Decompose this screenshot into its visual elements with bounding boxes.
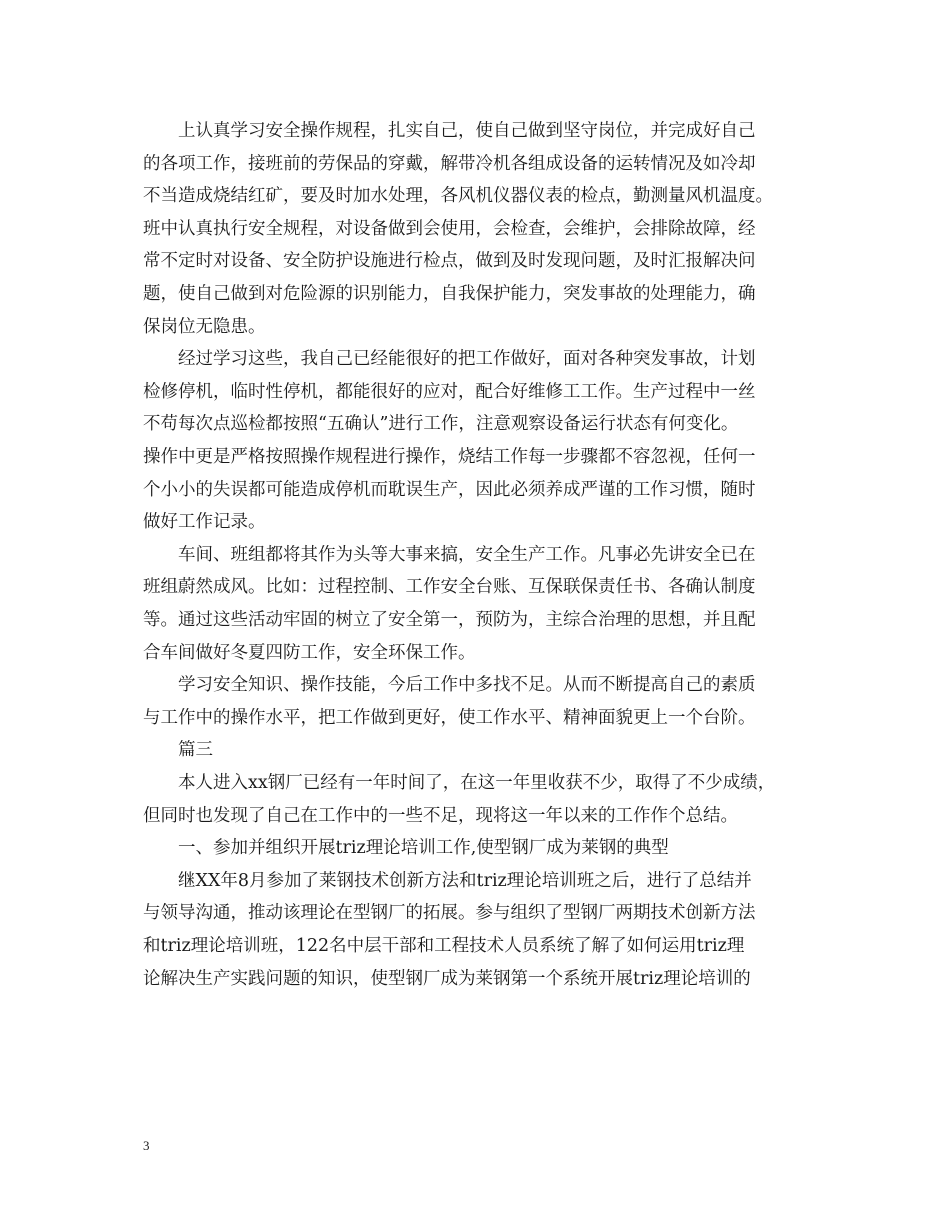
text-line: 与领导沟通，推动该理论在型钢厂的拓展。参与组织了型钢厂两期技术创新方法 bbox=[143, 903, 756, 924]
text-line: 与工作中的操作水平，把工作做到更好，使工作水平、精神面貌更上一个台阶。 bbox=[143, 707, 756, 728]
text-line: 不苟每次点巡检都按照“五确认”进行工作，注意观察设备运行状态有何变化。 bbox=[143, 414, 739, 435]
text-line: 不当造成烧结红矿，要及时加水处理，各风机仪器仪表的检点，勤测量风机温度。 bbox=[143, 186, 773, 207]
text-line: 题，使自己做到对危险源的识别能力，自我保护能力，突发事故的处理能力，确 bbox=[143, 284, 756, 304]
text-line: 篇三 bbox=[178, 740, 213, 761]
page-number: 3 bbox=[143, 1138, 150, 1153]
text-line: 的各项工作，接班前的劳保品的穿戴，解带冷机各组成设备的运转情况及如冷却 bbox=[143, 153, 756, 174]
text-line: 一、参加并组织开展triz理论培训工作,使型钢厂成为莱钢的典型 bbox=[178, 838, 669, 859]
text-line: 操作中更是严格按照操作规程进行操作，烧结工作每一步骤都不容忽视，任何一 bbox=[143, 447, 756, 467]
text-line: 班中认真执行安全规程，对设备做到会使用，会检查，会维护，会排除故障，经 bbox=[143, 218, 756, 239]
text-line: 合车间做好冬夏四防工作，安全环保工作。 bbox=[143, 642, 476, 663]
text-line: 车间、班组都将其作为头等大事来搞，安全生产工作。凡事必先讲安全已在 bbox=[178, 544, 756, 565]
text-line: 经过学习这些，我自己已经能很好的把工作做好，面对各种突发事故，计划 bbox=[178, 349, 756, 370]
text-line: 保岗位无隐患。 bbox=[143, 316, 266, 337]
text-line: 检修停机，临时性停机，都能很好的应对，配合好维修工工作。生产过程中一丝 bbox=[143, 381, 756, 402]
text-line: 学习安全知识、操作技能，今后工作中多找不足。从而不断提高自己的素质 bbox=[178, 675, 756, 696]
text-line: 上认真学习安全操作规程，扎实自己，使自己做到坚守岗位，并完成好自己 bbox=[178, 121, 756, 141]
text-line: 本人进入xx钢厂已经有一年时间了，在这一年里收获不少，取得了不少成绩， bbox=[178, 773, 776, 793]
text-line: 做好工作记录。 bbox=[143, 512, 266, 533]
text-line: 继XX年8月参加了莱钢技术创新方法和triz理论培训班之后，进行了总结并 bbox=[178, 870, 752, 891]
text-line: 但同时也发现了自己在工作中的一些不足，现将这一年以来的工作作个总结。 bbox=[143, 805, 738, 826]
text-line: 个小小的失误都可能造成停机而耽误生产，因此必须养成严谨的工作习惯，随时 bbox=[143, 479, 756, 500]
text-line: 和triz理论培训班，122名中层干部和工程技术人员系统了解了如何运用triz理 bbox=[143, 936, 745, 956]
text-line: 班组蔚然成风。比如：过程控制、工作安全台账、互保联保责任书、各确认制度 bbox=[143, 577, 756, 598]
text-line: 等。通过这些活动牢固的树立了安全第一，预防为，主综合治理的思想，并且配 bbox=[143, 610, 756, 630]
text-line: 常不定时对设备、安全防护设施进行检点，做到及时发现问题，及时汇报解决问 bbox=[143, 251, 756, 272]
text-line: 论解决生产实践问题的知识，使型钢厂成为莱钢第一个系统开展triz理论培训的 bbox=[143, 968, 751, 989]
